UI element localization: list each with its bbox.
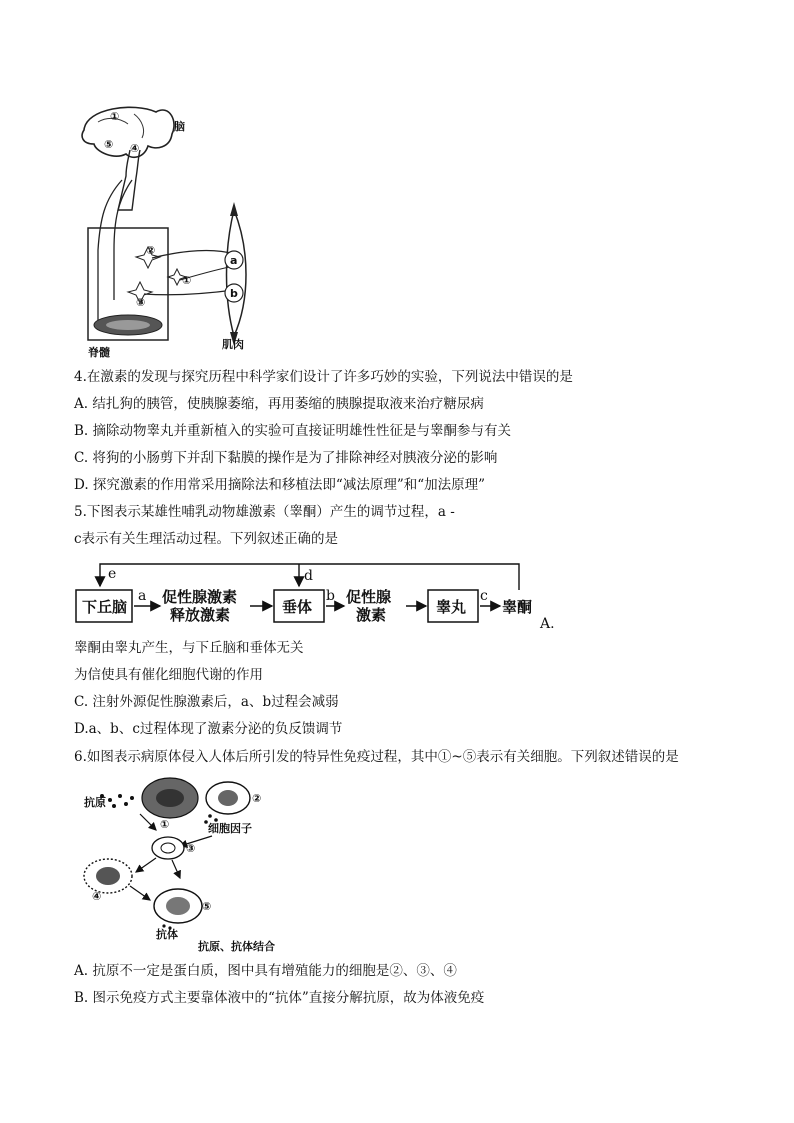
spinal-cord-label: 脊髓 <box>88 346 110 359</box>
hormone-gnrh-line1: 促性腺激素 <box>162 588 238 606</box>
q5-option-b: 为信使具有催化细胞代谢的作用 <box>74 667 263 683</box>
mark-1-fiber: ① <box>182 274 192 287</box>
q4-option-a: A. 结扎狗的胰管，使胰腺萎缩，再用萎缩的胰腺提取液来治疗糖尿病 <box>74 396 484 412</box>
q4-option-c: C. 将狗的小肠剪下并刮下黏膜的操作是为了排除神经对胰液分泌的影响 <box>74 450 498 466</box>
q5-option-d: D.a、b、c过程体现了激素分泌的负反馈调节 <box>74 721 343 737</box>
muscle-mark-b: b <box>230 287 238 300</box>
product-testosterone: 睾酮 <box>502 598 533 616</box>
brain-label: 脑 <box>174 120 185 133</box>
mark-5: ⑤ <box>104 138 114 151</box>
immune-response-figure <box>80 776 320 954</box>
q5-option-a: 睾酮由睾丸产生，与下丘脑和垂体无关 <box>74 640 304 656</box>
mark-3: ③ <box>136 296 146 309</box>
muscle-mark-a: a <box>230 254 238 267</box>
hormone-gnrh-line2: 释放激素 <box>170 606 231 624</box>
hormone-regulation-flowchart <box>74 562 554 632</box>
arrow-a-label: a <box>138 588 147 604</box>
arrow-d-label: d <box>304 568 313 584</box>
mark-3: ③ <box>186 842 196 855</box>
q6-stem: 6.如图表示病原体侵入人体后所引发的特异性免疫过程，其中①~⑤表示有关细胞。下列叙述错误的是 <box>74 749 679 765</box>
mark-1: ① <box>160 818 170 831</box>
mark-4: ④ <box>130 142 140 155</box>
cytokine-label: 细胞因子 <box>208 822 252 835</box>
arrow-e-label: e <box>108 566 117 582</box>
box-pituitary: 垂体 <box>282 598 313 616</box>
mark-4: ④ <box>92 890 102 903</box>
q6-option-b: B. 图示免疫方式主要靠体液中的“抗体”直接分解抗原，故为体液免疫 <box>74 990 485 1006</box>
mark-2: ② <box>252 792 262 805</box>
antigen-label: 抗原 <box>84 796 106 809</box>
q4-stem: 4.在激素的发现与探究历程中科学家们设计了许多巧妙的实验，下列说法中错误的是 <box>74 369 573 385</box>
q5-stem-line1: 5.下图表示某雄性哺乳动物雄激素（睾酮）产生的调节过程，a - <box>74 504 455 520</box>
mark-5: ⑤ <box>202 900 212 913</box>
antibody-label: 抗体 <box>156 928 178 941</box>
arrow-c-label: c <box>480 588 488 604</box>
q4-option-d: D. 探究激素的作用常采用摘除法和移植法即“减法原理”和“加法原理” <box>74 477 486 493</box>
mark-1-brain: ① <box>110 110 120 123</box>
binding-label: 抗原、抗体结合 <box>198 940 275 953</box>
reflex-arc-figure <box>74 100 294 362</box>
option-a-marker: A. <box>540 616 555 632</box>
q6-option-a: A. 抗原不一定是蛋白质，图中具有增殖能力的细胞是②、③、④ <box>74 963 457 979</box>
hormone-gth-line1: 促性腺 <box>346 588 392 606</box>
q5-stem-line2: c表示有关生理活动过程。下列叙述正确的是 <box>74 531 339 547</box>
q4-option-b: B. 摘除动物睾丸并重新植入的实验可直接证明雄性性征是与睾酮参与有关 <box>74 423 512 439</box>
box-hypothalamus: 下丘脑 <box>82 598 128 616</box>
box-testis: 睾丸 <box>436 598 467 616</box>
mark-2: ② <box>146 244 156 257</box>
q5-option-c: C. 注射外源促性腺激素后，a、b过程会减弱 <box>74 694 339 710</box>
arrow-b-label: b <box>326 588 335 604</box>
hormone-gth-line2: 激素 <box>356 606 387 624</box>
muscle-label: 肌肉 <box>222 338 244 351</box>
